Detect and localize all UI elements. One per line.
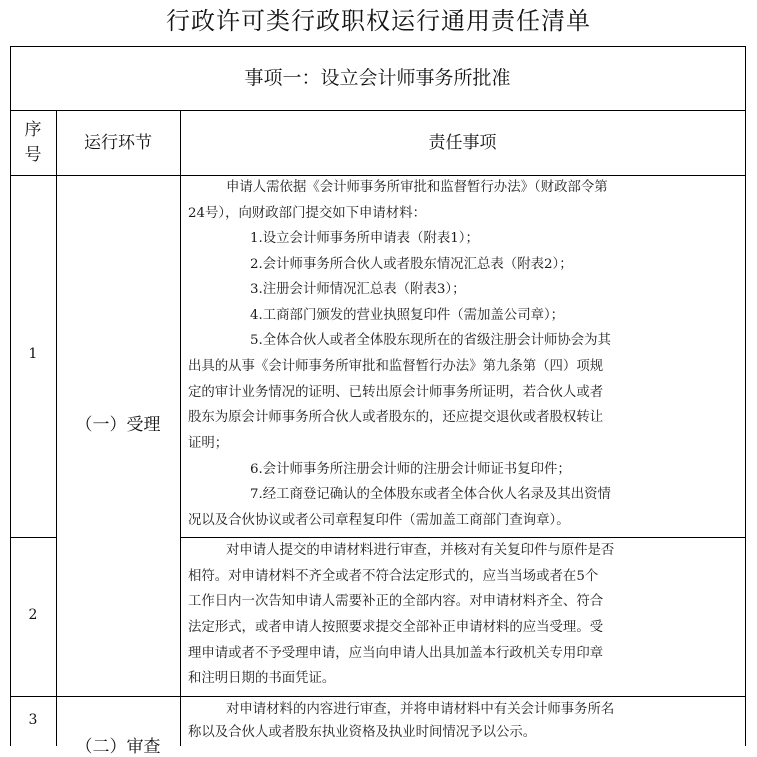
text-line: 4.工商部门颁发的营业执照复印件（需加盖公司章）； bbox=[250, 308, 565, 323]
table-rule bbox=[180, 537, 746, 538]
text-line: 称以及合伙人或者股东执业资格及执业时间情况予以公示。 bbox=[188, 725, 537, 740]
table-rule bbox=[10, 537, 56, 538]
text-line: 股东为原会计师事务所合伙人或者股东的，还应提交退伙或者股权转让 bbox=[188, 410, 604, 425]
header-stage: 运行环节 bbox=[84, 133, 152, 153]
table-border-right bbox=[745, 46, 746, 746]
text-line: 1.设立会计师事务所申请表（附表1）； bbox=[250, 231, 479, 246]
header-seq-text: 序号 bbox=[24, 120, 42, 165]
row-seq-3: 3 bbox=[28, 712, 38, 728]
header-seq bbox=[10, 111, 56, 175]
text-line: 理申请或者不予受理申请，应当向申请人出具加盖本行政机关专用印章 bbox=[188, 646, 604, 661]
table-rule bbox=[10, 175, 746, 176]
text-line: 对申请人提交的申请材料进行审查，并核对有关复印件与原件是否 bbox=[226, 543, 615, 558]
text-line: 工作日内一次告知申请人需要补正的全部内容。对申请材料齐全、符合 bbox=[188, 594, 604, 609]
column-divider bbox=[180, 110, 181, 746]
text-line: 24号），向财政部门提交如下申请材料： bbox=[188, 206, 426, 221]
text-line: 相符。对申请材料不齐全或者不符合法定形式的，应当当场或者在5个 bbox=[188, 569, 599, 584]
text-line: 6.会计师事务所注册会计师的注册会计师证书复印件； bbox=[250, 462, 571, 477]
text-line: 3.注册会计师情况汇总表（附表3）； bbox=[250, 282, 466, 297]
text-line: 7.经工商登记确认的全体股东或者全体合伙人名录及其出资情 bbox=[250, 487, 611, 502]
item-title: 事项一：设立会计师事务所批准 bbox=[244, 67, 511, 89]
text-line: 况以及合伙协议或者公司章程复印件（需加盖工商部门查询章）。 bbox=[188, 513, 570, 528]
header-responsibility: 责任事项 bbox=[428, 133, 497, 153]
stage-accept: （一）受理 bbox=[75, 415, 161, 435]
text-line: 对申请材料的内容进行审查，并将申请材料中有关会计师事务所名 bbox=[226, 702, 615, 717]
text-line: 2.会计师事务所合伙人或者股东情况汇总表（附表2）； bbox=[250, 257, 573, 272]
text-line: 申请人需依据《会计师事务所审批和监督暂行办法》（财政部令第 bbox=[226, 180, 608, 195]
document-title: 行政许可类行政职权运行通用责任清单 bbox=[166, 7, 591, 35]
table-rule bbox=[10, 696, 746, 697]
text-line: 证明； bbox=[188, 436, 229, 451]
stage-review: （二）审查 bbox=[75, 737, 161, 757]
row-seq-1: 1 bbox=[28, 346, 38, 362]
text-line: 定的审计业务情况的证明、已转出原会计师事务所证明，若合伙人或者 bbox=[188, 385, 604, 400]
text-line: 法定形式，或者申请人按照要求提交全部补正申请材料的应当受理。受 bbox=[188, 620, 604, 635]
text-line: 出具的从事《会计师事务所审批和监督暂行办法》第九条第（四）项规 bbox=[188, 359, 604, 374]
row-seq-2: 2 bbox=[28, 607, 38, 623]
text-line: 5.全体合伙人或者全体股东现所在的省级注册会计师协会为其 bbox=[250, 333, 611, 348]
text-line: 和注明日期的书面凭证。 bbox=[188, 671, 336, 686]
